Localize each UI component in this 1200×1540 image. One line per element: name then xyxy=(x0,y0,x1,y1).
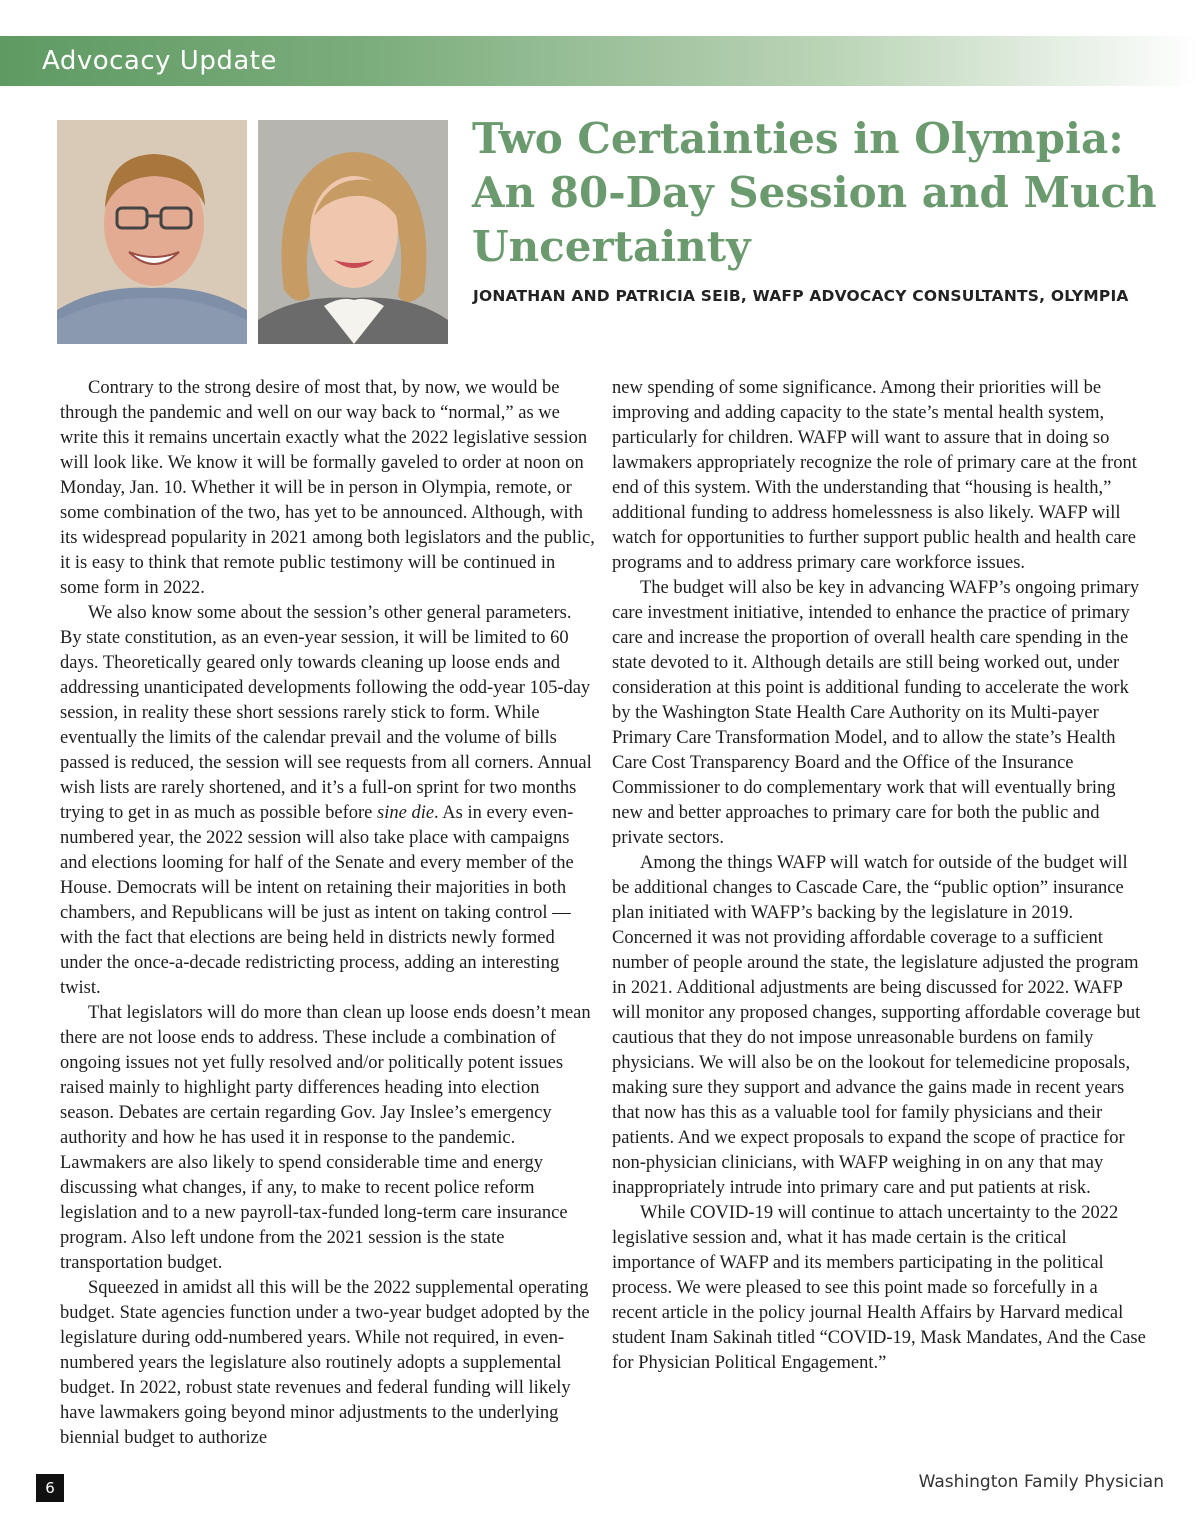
publication-name: Washington Family Physician xyxy=(918,1472,1164,1492)
paragraph xyxy=(60,601,595,1001)
paragraph: The budget will also be key in advancing WAFP’s ongoing primary care investment initiative, intended to enhance the practice of primary care and increase the proportion of overall health care spending in the state devoted to it. Although details are still being worked out, under consideration at this point is additional funding to accelerate the work by the Washington State Health Care Authority on its Multi-payer Primary Care Transformation Model, and to allow the state’s Health Care Cost Transparency Board and the Office of the Insurance Commissioner to do complementary work that will eventually bring new and better approaches to primary care for both the public and private sectors. xyxy=(612,578,1140,848)
section-title: Advocacy Update xyxy=(42,46,277,76)
page-number: 6 xyxy=(36,1474,64,1502)
body-column-right xyxy=(612,376,1147,1376)
paragraph: That legislators will do more than clean up loose ends doesn’t mean there are not loose ends to address. These include a combination of ongoing issues not yet fully resolved and/or politically potent issues raised mainly to highlight party differences heading into election season. Debates are certain regarding Gov. Jay Inslee’s emergency authority and how he has used it in response to the pandemic. Lawmakers are also likely to spend considerable time and energy discussing what changes, if any, to make to recent police reform legislation and to a new payroll-tax-funded long-term care insurance program. Also left undone from the 2021 session is the state transportation budget. xyxy=(60,1003,591,1273)
paragraph: While COVID-19 will continue to attach uncertainty to the 2022 legislative session and, what it has made certain is the critical importance of WAFP and its members participating in the political process. We were pleased to see this point made so forcefully in a recent article in the policy journal Health Affairs by Harvard medical student Inam Sakinah titled “COVID-19, Mask Mandates, And the Case for Physician Political Engagement.” xyxy=(612,1203,1146,1373)
italic-text: sine die xyxy=(377,803,435,823)
paragraph: Squeezed in amidst all this will be the 2022 supplemental operating budget. State agencies function under a two-year budget adopted by the legislature during odd-numbered years. While not required, in even-numbered years the legislature also routinely adopts a supplemental budget. In 2022, robust state revenues and federal funding will likely have lawmakers going beyond minor adjustments to the underlying biennial budget to authorize xyxy=(60,1278,590,1448)
paragraph: new spending of some significance. Among their priorities will be improving and adding capacity to the state’s mental health system, particularly for children. WAFP will want to assure that in doing so lawmakers appropriately recognize the role of primary care at the front end of this system. With the understanding that “housing is health,” additional funding to address homelessness is also likely. WAFP will watch for opportunities to further support public health and health care programs and to address primary care workforce issues. xyxy=(612,378,1137,573)
text-run: We also know some about the session’s other general parameters. By state constitution, as an even-year session, it will be limited to 60 days. Theoretically geared only towards cleaning up loose ends and addressing unanticipated developments following the odd-year 105-day session, in reality these short sessions rarely stick to form. While eventually the limits of the calendar prevail and the volume of bills passed is reduced, the session will see requests from all corners. Annual wish lists are rarely shortened, and it’s a full-on sprint for two months trying to get in as much as possible before xyxy=(60,603,592,823)
text-run: . As in every even-numbered year, the 2022 session will also take place with campaigns and elections looming for half of the Senate and every member of the House. Democrats will be intent on retaining their majorities in both chambers, and Republicans will be just as intent on taking control — with the fact that elections are being held in districts newly formed under the once-a-decade redistricting process, adding an interesting twist. xyxy=(60,803,574,998)
section-banner xyxy=(0,36,1200,86)
author-photo-jonathan xyxy=(57,120,247,344)
article-headline: Two Certainties in Olympia: An 80-Day Session and Much Uncertainty xyxy=(472,114,1157,271)
paragraph: Contrary to the strong desire of most that, by now, we would be through the pandemic and well on our way back to “normal,” as we write this it remains uncertain exactly what the 2022 legislative session will look like. We know it will be formally gaveled to order at noon on Monday, Jan. 10. Whether it will be in person in Olympia, remote, or some combination of the two, has yet to be announced. Although, with its widespread popularity in 2021 among both legislators and the public, it is easy to think that remote public testimony will be continued in some form in 2022. xyxy=(60,378,595,598)
paragraph: Among the things WAFP will watch for outside of the budget will be additional changes to Cascade Care, the “public option” insurance plan initiated with WAFP’s backing by the legislature in 2019. Concerned it was not providing affordable coverage to a sufficient number of people around the state, the legislature adjusted the program in 2021. Additional adjustments are being discussed for 2022. WAFP will monitor any proposed changes, supporting affordable coverage but cautious that they do not impose unreasonable burdens on family physicians. We will also be on the lookout for telemedicine proposals, making sure they support and advance the gains made in recent years that now has this as a valuable tool for family physicians and their patients. And we expect proposals to expand the scope of practice for non-physician clinicians, with WAFP weighing in on any that may inappropriately intrude into primary care and put patients at risk. xyxy=(612,853,1141,1198)
author-photo-patricia xyxy=(258,120,448,344)
body-column-left xyxy=(60,376,595,1451)
article-byline: JONATHAN AND PATRICIA SEIB, WAFP ADVOCACY CONSULTANTS, OLYMPIA xyxy=(473,287,1129,305)
